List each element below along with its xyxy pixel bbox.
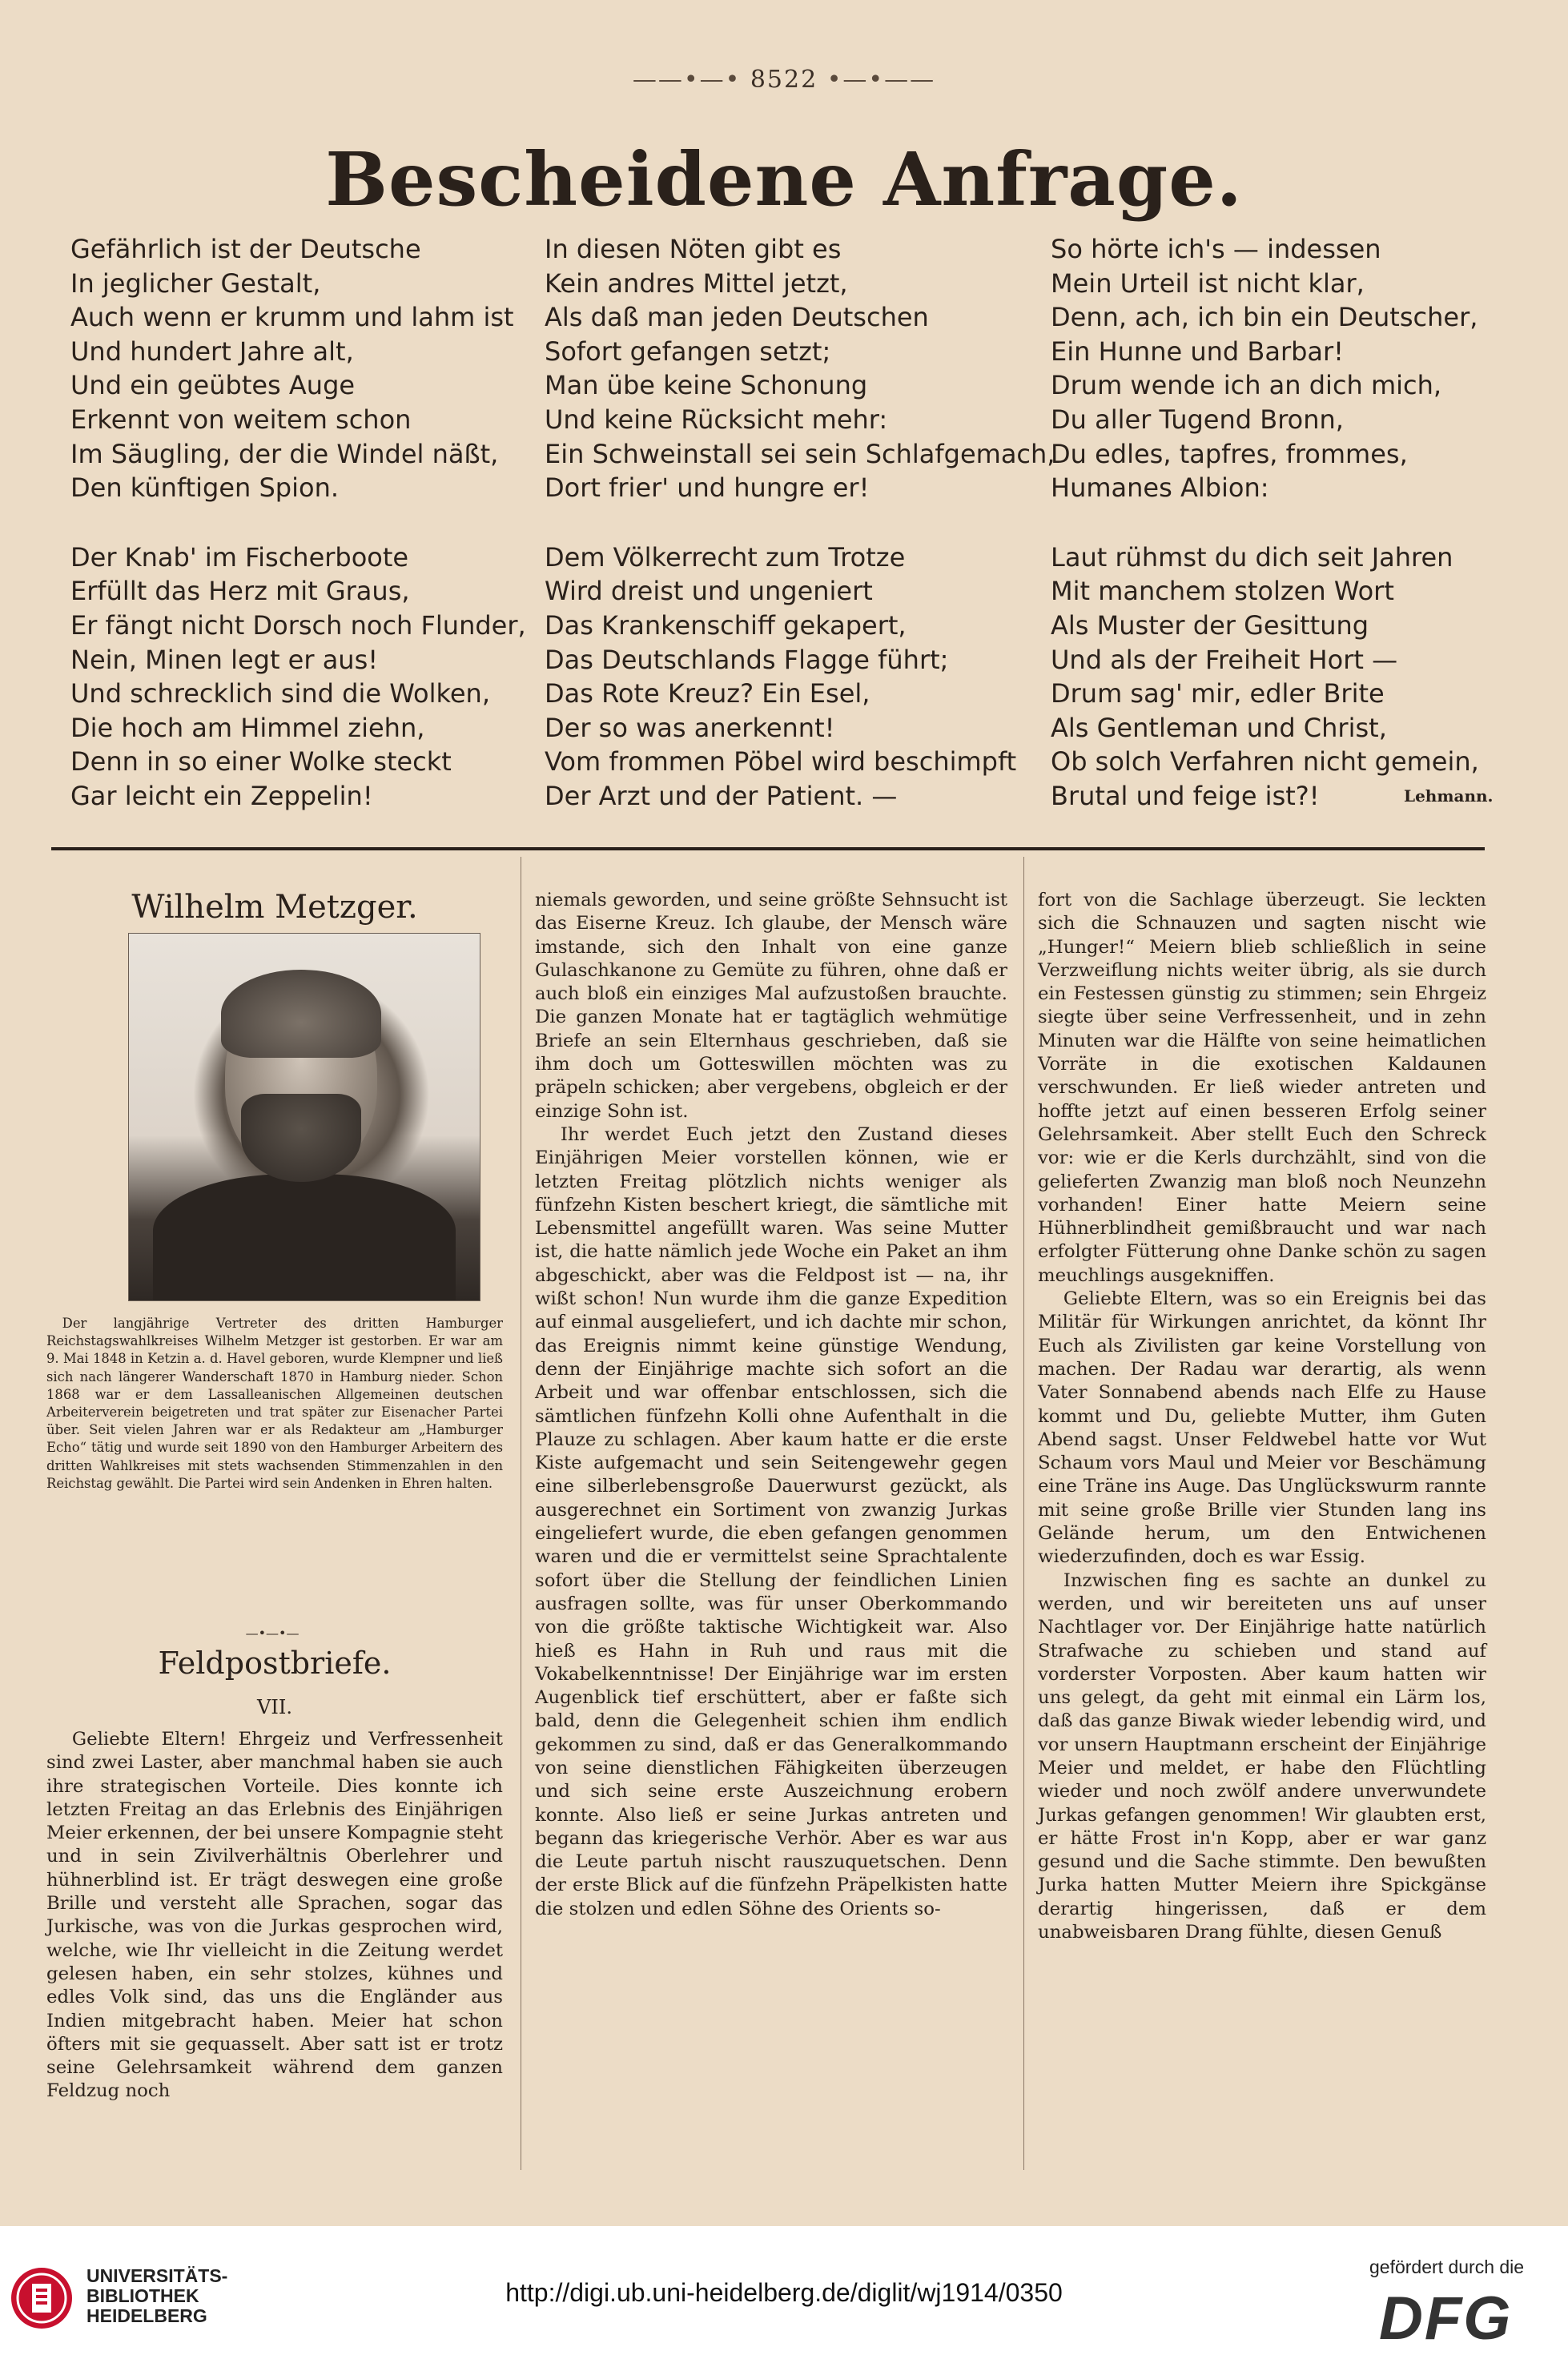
poem-line: Und keine Rücksicht mehr: (545, 404, 888, 435)
poem-line: Mein Urteil ist nicht klar, (1051, 267, 1365, 299)
poem-stanza (545, 232, 1055, 505)
poem-line: Als Muster der Gesittung (1051, 609, 1369, 641)
letters-heading: Feldpostbriefe. (158, 1646, 392, 1681)
funding-note: gefördert durch die (1369, 2257, 1525, 2277)
poem-line: Sofort gefangen setzt; (545, 336, 831, 367)
poem-line: Mit manchem stolzen Wort (1051, 576, 1394, 607)
column-rule (1023, 857, 1024, 2170)
poem-line: Als Gentleman und Christ, (1051, 712, 1387, 743)
poem-line: Erfüllt das Herz mit Graus, (70, 576, 410, 607)
poem-line: Und als der Freiheit Hort — (1051, 644, 1398, 675)
poem-line: Vom frommen Pöbel wird beschimpft (545, 746, 1017, 778)
poem-line: Im Säugling, der die Windel näßt, (70, 438, 499, 469)
poem-line: In jeglicher Gestalt, (70, 267, 321, 299)
library-name-line: HEIDELBERG (86, 2305, 207, 2326)
poem-line: Er fängt nicht Dorsch noch Flunder, (70, 609, 526, 641)
poem-line: Den künftigen Spion. (70, 472, 340, 504)
poem-line: Drum sag' mir, edler Brite (1051, 678, 1385, 709)
poem-line: In diesen Nöten gibt es (545, 234, 842, 264)
portrait-caption (46, 1315, 503, 1493)
portrait-hair (221, 970, 381, 1058)
poem-column-1 (70, 232, 551, 849)
poem-line: Humanes Albion: (1051, 472, 1269, 504)
poem-line: Als daß man jeden Deutschen (545, 302, 929, 333)
library-name-line: UNIVERSITÄTS- (86, 2265, 228, 2286)
poem-line: Und schrecklich sind die Wolken, (70, 678, 490, 709)
poem-stanza (545, 541, 1025, 814)
poem-line: Der Knab' im Fischerboote (70, 541, 409, 573)
poem-column-2 (545, 232, 1055, 849)
poem-line: Drum wende ich an dich mich, (1051, 370, 1442, 401)
poem-line: Man übe keine Schonung (545, 370, 868, 401)
poem-line: Dem Völkerrecht zum Trotze (545, 541, 906, 573)
library-name-line: BIBLIOTHEK (86, 2285, 199, 2306)
poem-line: Dort frier' und hungre er! (545, 472, 870, 504)
paragraph: niemals geworden, und seine größte Sehnsucht ist das Eiserne Kreuz. Ich glaube, der Mensch wäre imstande, sich den Inhalt von eine ganze Gulaschkanone zu Gemüte zu führen, ohne daß er auch bloß ein einziges Mal aufzustoßen brauchte. Die ganzen Monate hat er tagtäglich wehmütige Briefe an sein Elternhaus geschrieben, daß sie ihm doch um Gotteswillen möchten was zu präpeln schicken; aber vergebens, obgleich er der einzige Sohn ist. (535, 890, 1007, 1122)
portrait-beard (241, 1094, 361, 1182)
dfg-logo: DFG (1379, 2285, 1513, 2353)
poem-line: Ein Schweinstall sei sein Schlafgemach, (545, 438, 1055, 469)
poem-line: Erkennt von weitem schon (70, 404, 412, 435)
poem-line: Und hundert Jahre alt, (70, 336, 354, 367)
poem-author: Lehmann. (1404, 786, 1494, 806)
poem-title: Bescheidene Anfrage. (325, 136, 1243, 223)
poem-line: Laut rühmst du dich seit Jahren (1051, 541, 1453, 573)
caption-text: Der langjährige Vertreter des dritten Hamburger Reichstagswahlkreises Wilhelm Metzger ist gestorben. Er war am 9. Mai 1848 in Ketzin a. d. Havel geboren, wurde Klempner und ließ sich nach längerer Wanderschaft 1870 in Hamburg nieder. Schon 1868 war er dem Lassalleanischen Allgemeinen deutschen Arbeiterverein beigetreten und trat später zur Eisenacher Partei über. Seit vielen Jahren war er als Redakteur am „Hamburger Echo“ tätig und wurde seit 1890 von den Hamburger Arbeitern des dritten Wahlkreises mit stets wachsenden Stimmenzahlen in den Reichstag gewählt. Die Partei wird sein Andenken in Ehren halten. (46, 1316, 503, 1491)
ornament-divider: —•—•— (245, 1626, 300, 1641)
paragraph: Ihr werdet Euch jetzt den Zustand dieses Einjährigen Meier vorstellen können, wie er letzten Freitag plötzlich nichts weniger als fünfzehn Kisten beschert kriegt, die sämtliche mit Lebensmittel angefüllt waren. Was seine Mutter ist, die hatte nämlich jede Woche ein Paket an ihm abgeschickt, aber was die Feldpost ist — na, ihr wißt schon! Nun wurde ihm die ganze Expedition auf einmal ausgeliefert, und ich dachte mir schon, das Ereignis nimmt keine günstige Wendung, denn der Einjährige machte sich sofort an die Arbeit und war offenbar entschlossen, sich die sämtlichen fünfzehn Kolli ohne Aufenthalt in die Plauze zu schlagen. Aber kaum hatte er die erste Kiste aufgemacht und sein Seitengewehr gegen eine silberlebensgroße Dauerwurst gezückt, als ausgerechnet ein Sortiment von zwanzig Jurkas eingeliefert wurde, die eben gefangen genommen waren und die er vermittelst seine Sprachtalente sofort über die Stellung der feindlichen Linien ausfragen sollte, was für unser Oberkommando von die größte taktische Wichtigkeit war. Also hieß es Hahn in Ruh und raus mit die Vokabelkenntnisse! Der Einjährige war im ersten Augenblick tief erschüttert, aber er faßte sich bald, denn die Gelegenheit schien ihm endlich gekommen zu sind, daß er das Generalkommando von seine dienstlichen Fähigkeiten überzeugen und sich seine erste Auszeichnung erobern konnte. Also ließ er seine Jurkas antreten und begann das kriegerische Verhör. Aber es war aus die Leute partuh nischt rauszuquetschen. Denn der erste Blick auf die fünfzehn Präpelkisten hatte die stolzen und edlen Söhne des Orients so- (535, 1123, 1007, 1919)
poem-line: Ein Hunne und Barbar! (1051, 336, 1344, 367)
letters-column-1 (46, 1728, 503, 2104)
poem-stanza (1051, 541, 1531, 814)
ornament-left: ——•—• (632, 66, 742, 94)
poem-line: Und ein geübtes Auge (70, 370, 356, 401)
poem-line: Brutal und feige ist?! (1051, 780, 1320, 811)
poem-column-3 (1051, 232, 1531, 849)
poem-stanza (70, 232, 551, 505)
poem-line: Denn in so einer Wolke steckt (70, 746, 452, 778)
paragraph: Geliebte Eltern! Ehrgeiz und Verfressenheit sind zwei Laster, aber manchmal haben sie auch ihre strategischen Vorteile. Dies konnte ich letzten Freitag an das Erlebnis des Einjährigen Meier erkennen, der bei unsere Kompagnie steht und in sein Zivilverhältnis Oberlehrer und hühnerblind ist. Er trägt deswegen eine große Brille und versteht alle Sprachen, sogar das Jurkische, was von die Jurkas gesprochen wird, welche, wie Ihr vielleicht in die Zeitung werdet gelesen haben, ein sehr stolzes, kühnes und edles Volk sind, das uns die Engländer aus Indien mitgebracht haben. Meier hat schon öfters mit sie gequasselt. Aber satt ist er trotz seine Gelehrsamkeit während dem ganzen Feldzug noch (46, 1729, 503, 2102)
paragraph: Inzwischen fing es sachte an dunkel zu werden, und wir bereiteten uns auf unser Nachtlager vor. Der Einjährige hatte natürlich Strafwache zu schieben und stand auf vorderster Vorposten. Aber kaum hatten wir uns gelegt, da geht mit einmal ein Lärm los, daß das ganze Biwak wieder lebendig wird, und vor unsern Hauptmann erscheint der Einjährige Meier und meldet, er habe den Flüchtling wieder und noch zwölf andere unverwundete Jurkas gefangen genommen! Wir glaubten erst, er hätte Frost in'n Kopp, aber er war ganz gesund und die Sache stimmte. Den bewußten Jurka hatten Mutter Meiern ihre Spickgänse derartig hingerissen, daß er dem unabweisbaren Drang fühlte, diesen Genuß (1038, 1569, 1486, 1943)
portrait-photo (128, 933, 480, 1301)
poem-line: Ob solch Verfahren nicht gemein, (1051, 746, 1479, 778)
poem-line: Der Arzt und der Patient. — (545, 780, 898, 811)
letters-column-2 (535, 889, 1007, 1921)
poem-line: Das Krankenschiff gekapert, (545, 609, 907, 641)
poem-line: Die hoch am Himmel ziehn, (70, 712, 425, 743)
poem-line: Kein andres Mittel jetzt, (545, 267, 848, 299)
obituary-heading: Wilhelm Metzger. (131, 889, 418, 926)
paragraph: Geliebte Eltern, was so ein Ereignis bei das Militär für Wirkungen anrichtet, da könnt Ihr Euch als Zivilisten gar keine Vorstellung von machen. Der Radau war derartig, als wenn Vater Sonnabend abends nach Elfe zu Hause kommt und Du, geliebte Mutter, ihm Guten Abend sagst. Unser Feldwebel hatte vor Wut Schaum vors Maul und Meier vor Beschämung eine Träne ins Auge. Das Unglückswurm rannte mit seine große Brille vier Stunden lang ins Gelände herum, um den Entwichenen wiederzufinden, doch es war Essig. (1038, 1288, 1486, 1568)
poem-stanza (1051, 232, 1531, 505)
letters-number: VII. (257, 1696, 292, 1718)
page-number-text: 8522 (750, 66, 818, 94)
poem-line: Auch wenn er krumm und lahm ist (70, 302, 514, 333)
poem-line: Denn, ach, ich bin ein Deutscher, (1051, 302, 1478, 333)
ornament-right: •—•—— (826, 66, 936, 94)
page-number (0, 66, 1568, 94)
poem-line: Nein, Minen legt er aus! (70, 644, 379, 675)
poem-line: Das Deutschlands Flagge führt; (545, 644, 949, 675)
paragraph: fort von die Sachlage überzeugt. Sie leckten sich die Schnauzen und sagten nischt wie „Hunger!“ Meiern blieb schließlich in seine Verzweiflung nichts weiter übrig, als sie durch ein Festessen günstig zu stimmen; sein Ehrgeiz siegte über seine Verfressenheit, und in zehn Minuten war die Hälfte von seine heimatlichen Vorräte in die exotischen Kaldaunen verschwunden. Er ließ wieder antreten und hoffte jetzt auf einen besseren Erfolg seiner Gelehrsamkeit. Aber stellt Euch den Schreck vor: wie er die Kerls durchzählt, sind von die gelieferten Zwanzig man bloß noch Neunzehn vorhanden! Einer hatte Meiern seine Hühnerblindheit gemißbraucht und war nach erfolgter Fütterung ohne Danke schön zu sagen meuchlings ausgekniffen. (1038, 890, 1486, 1286)
poem-line: Gefährlich ist der Deutsche (70, 234, 421, 264)
poem-line: Das Rote Kreuz? Ein Esel, (545, 678, 870, 709)
poem-line: Der so was anerkennt! (545, 712, 835, 743)
poem-stanza (70, 541, 551, 814)
poem-line: Wird dreist und ungeniert (545, 576, 873, 607)
section-divider (51, 847, 1485, 850)
poem-line: So hörte ich's — indessen (1051, 234, 1381, 264)
letters-column-3 (1038, 889, 1486, 1944)
poem-line: Du aller Tugend Bronn, (1051, 404, 1344, 435)
source-url-link[interactable]: http://digi.ub.uni-heidelberg.de/diglit/wj1914/0350 (505, 2278, 1063, 2307)
poem-line: Du edles, tapfres, frommes, (1051, 438, 1408, 469)
poem-line: Gar leicht ein Zeppelin! (70, 780, 373, 811)
portrait-coat (153, 1174, 456, 1300)
